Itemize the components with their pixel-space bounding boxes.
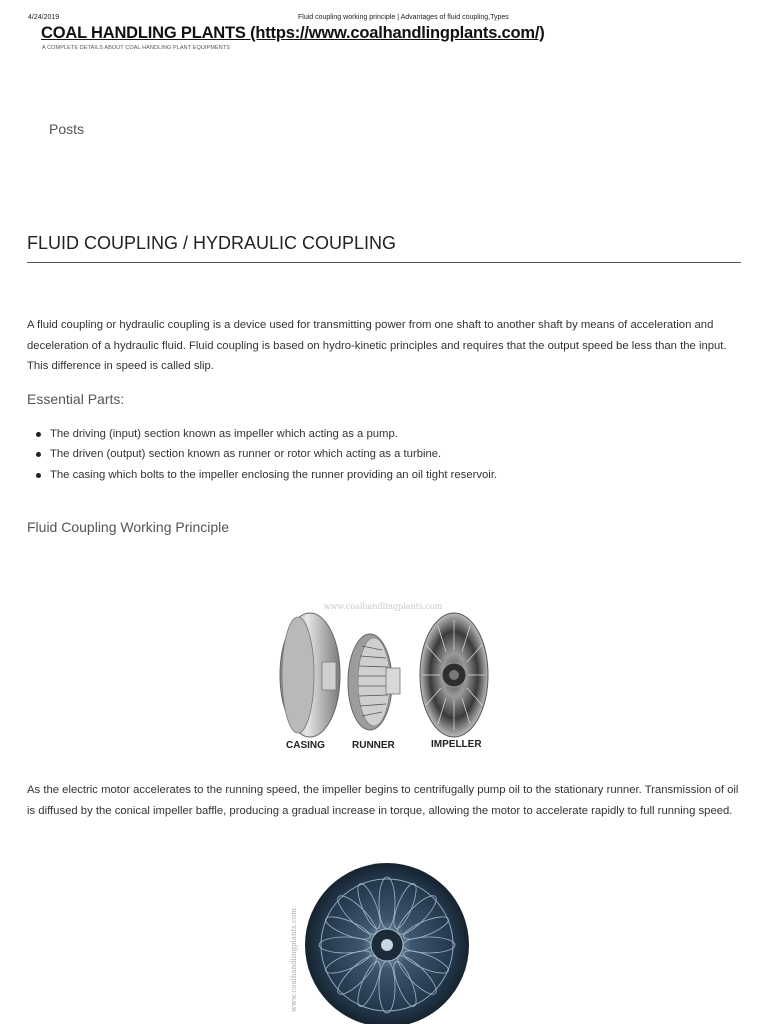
print-date: 4/24/2019: [28, 14, 60, 21]
intro-paragraph: A fluid coupling or hydraulic coupling is a device used for transmitting power from one shaft to another shaft by means of acceleration and deceleration of a hydraulic fluid. Fluid coupling is based on hydro-kinetic principles and requires that the output speed be less than the input. This difference in speed is called slip.: [27, 319, 727, 373]
runner-label: RUNNER: [352, 740, 395, 751]
list-item: The driven (output) section known as runner or rotor which acting as a turbine.: [50, 444, 497, 464]
coupling-cross-section-image: [290, 858, 480, 1024]
nav-posts-link[interactable]: Posts: [49, 121, 85, 137]
title-divider: [27, 262, 741, 263]
coupling-parts-image: [268, 600, 498, 760]
parts-list: [50, 424, 497, 485]
principle-paragraph: As the electric motor accelerates to the running speed, the impeller begins to centrifugally pump oil to the stationary runner. Transmission of oil is diffused by the conical impeller baffle, producing a gradual increase in torque, allowing the motor to accelerate rapidly to full running speed.: [27, 784, 739, 817]
casing-label: CASING: [286, 740, 325, 751]
list-item: The casing which bolts to the impeller enclosing the runner providing an oil tight reservoir.: [50, 465, 497, 485]
coupling-parts-illustration: [268, 600, 498, 760]
impeller-label: IMPELLER: [431, 739, 482, 750]
article-title: FLUID COUPLING / HYDRAULIC COUPLING: [27, 233, 397, 253]
essential-parts-heading: Essential Parts:: [27, 391, 125, 407]
list-item: The driving (input) section known as impeller which acting as a pump.: [50, 424, 497, 444]
coupling-cross-section-illustration: [290, 858, 480, 1024]
print-page-title: Fluid coupling working principle | Advantages of fluid coupling,Types: [298, 14, 509, 21]
figure-watermark: www.coalhandlingplants.com: [290, 908, 298, 1012]
site-title-link[interactable]: COAL HANDLING PLANTS (https://www.coalhandlingplants.com/): [41, 24, 545, 42]
working-principle-heading: Fluid Coupling Working Principle: [27, 519, 230, 535]
site-tagline: A COMPLETE DETAILS ABOUT COAL HANDLING PLANT EQUIPMENTS: [42, 45, 231, 51]
figure-watermark: www.coalhandlingplants.com: [323, 602, 443, 611]
